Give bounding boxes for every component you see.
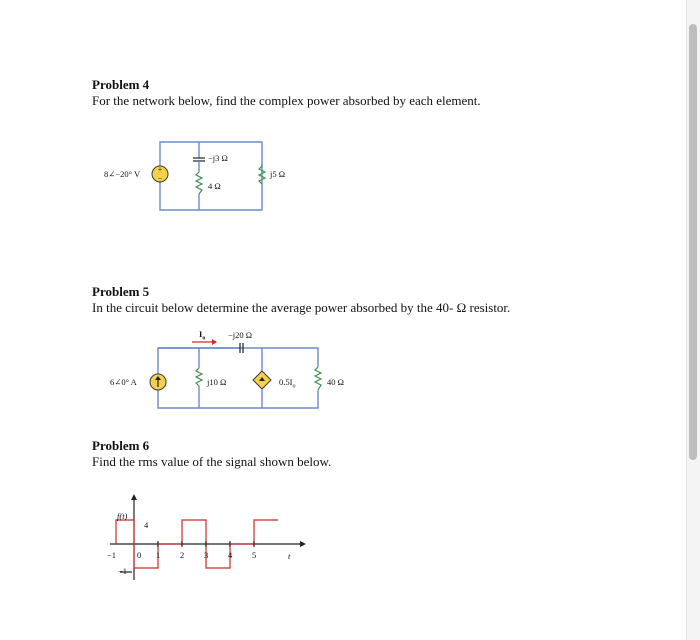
p6-ylabel: f(t) <box>117 511 128 521</box>
p6-tick-neg1: −1 <box>107 550 117 560</box>
p6-high-label: 4 <box>144 520 149 530</box>
p6-tick-2: 2 <box>180 550 185 560</box>
svg-text:+: + <box>157 165 163 174</box>
problem5-title: Problem 5 <box>92 284 150 299</box>
p5-source-label: 6∠0° A <box>110 377 137 387</box>
p4-source-label: 8∠−20° V <box>104 169 141 179</box>
p4-resistor-label: 4 Ω <box>208 181 221 191</box>
p4-inductor-label: j5 Ω <box>270 169 286 179</box>
p6-tick-3: 3 <box>204 550 209 560</box>
svg-text:−: − <box>157 174 163 183</box>
p6-tick-0: 0 <box>137 550 142 560</box>
problem4-text: For the network below, find the complex power absorbed by each element. <box>92 93 481 108</box>
p6-tick-4: 4 <box>228 550 233 560</box>
p6-y-axis-arrow <box>131 494 137 500</box>
problem4-title: Problem 4 <box>92 77 150 92</box>
scrollbar-thumb[interactable] <box>689 24 697 460</box>
p6-tick-5: 5 <box>252 550 257 560</box>
p6-low-label: −1 <box>118 566 128 576</box>
p6-x-axis-arrow <box>300 541 306 547</box>
p5-dependent-label: $0.5I_o$ <box>279 377 296 390</box>
p4-capacitor-label: −j3 Ω <box>208 153 228 163</box>
p6-xlabel: t <box>288 551 291 561</box>
p5-inductor-label: j10 Ω <box>207 377 227 387</box>
problem5-text: In the circuit below determine the average power absorbed by the 40- Ω resistor. <box>92 300 511 315</box>
p5-capacitor-label: −j20 Ω <box>228 330 253 340</box>
problem6-text: Find the rms value of the signal shown below. <box>92 454 332 469</box>
p5-resistor-label: 40 Ω <box>327 377 344 387</box>
problem6-title: Problem 6 <box>92 438 150 453</box>
p6-tick-1: 1 <box>156 550 161 560</box>
p5-current-label: $I_o$ <box>199 329 206 342</box>
